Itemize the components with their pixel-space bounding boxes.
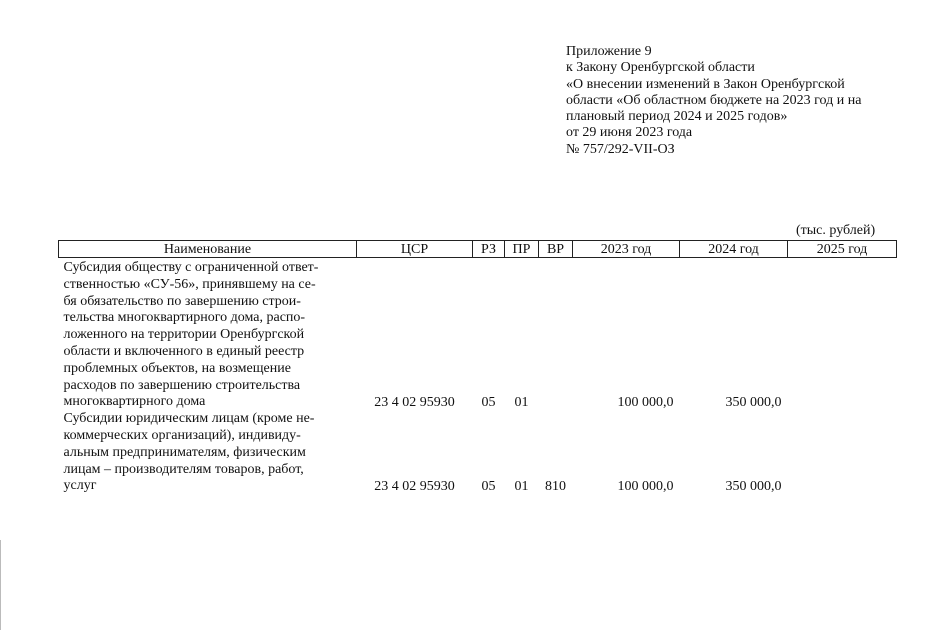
appendix-line: «О внесении изменений в Закон Оренбургской (566, 76, 845, 92)
row-csr: 23 4 02 95930 (374, 394, 455, 410)
header-name: Наименование (59, 241, 357, 258)
appendix-line: к Закону Оренбургской области (566, 60, 755, 76)
row-vr (539, 258, 573, 412)
row-name-line: Субсидии юридическим лицам (кроме не- (63, 411, 315, 427)
row-name-line: ственностью «СУ-56», принявшему на се- (63, 276, 316, 292)
header-2025: 2025 год (788, 241, 897, 258)
row-2023: 100 000,0 (617, 478, 674, 494)
row-name-line: лицам – производителям товаров, работ, (63, 461, 304, 477)
scan-edge-line (0, 540, 1, 630)
row-name-line: тельства многоквартирного дома, распо- (63, 310, 306, 326)
table-header-row (59, 241, 897, 258)
appendix-line: Приложение 9 (566, 44, 652, 59)
row-name-line: Субсидия обществу с ограниченной ответ- (63, 260, 319, 275)
table-row (59, 258, 897, 412)
row-rz: 05 (481, 478, 496, 494)
row-name-line: многоквартирного дома (63, 394, 206, 410)
row-name-line: коммерческих организаций), индивиду- (63, 427, 301, 443)
row-2024: 350 000,0 (725, 478, 782, 494)
row-name-line: бя обязательство по завершению строи- (63, 293, 301, 309)
row-name-line: проблемных объектов, на возмещение (63, 360, 291, 376)
row-2023: 100 000,0 (617, 394, 674, 410)
row-2025 (788, 411, 897, 495)
row-name-line: услуг (63, 478, 97, 494)
header-2023: 2023 год (573, 241, 680, 258)
row-2025 (788, 258, 897, 412)
row-name-cell (59, 258, 357, 412)
row-vr: 810 (545, 478, 566, 494)
row-csr: 23 4 02 95930 (374, 478, 455, 494)
appendix-line: области «Об областном бюджете на 2023 год и на (566, 92, 862, 108)
budget-table (58, 240, 897, 495)
header-2024: 2024 год (680, 241, 788, 258)
row-name-cell (59, 411, 357, 495)
header-csr: ЦСР (357, 241, 473, 258)
row-pr: 01 (514, 478, 529, 494)
appendix-line: от 29 июня 2023 года (566, 125, 693, 141)
row-name-line: альным предпринимателям, физическим (63, 444, 306, 460)
row-name-line: области и включенного в единый реестр (63, 343, 305, 359)
table-row (59, 411, 897, 495)
appendix-line: плановый период 2024 и 2025 годов» (566, 109, 788, 125)
appendix-block (566, 44, 906, 158)
row-rz: 05 (481, 394, 496, 410)
row-name-line: расходов по завершению строительства (63, 377, 301, 393)
header-rz: РЗ (473, 241, 505, 258)
row-pr: 01 (514, 394, 529, 410)
header-vr: ВР (539, 241, 573, 258)
row-2024: 350 000,0 (725, 394, 782, 410)
header-pr: ПР (505, 241, 539, 258)
units-label: (тыс. рублей) (796, 223, 876, 238)
appendix-line: № 757/292-VII-ОЗ (566, 141, 675, 157)
row-name-line: ложенного на территории Оренбургской (63, 327, 305, 343)
